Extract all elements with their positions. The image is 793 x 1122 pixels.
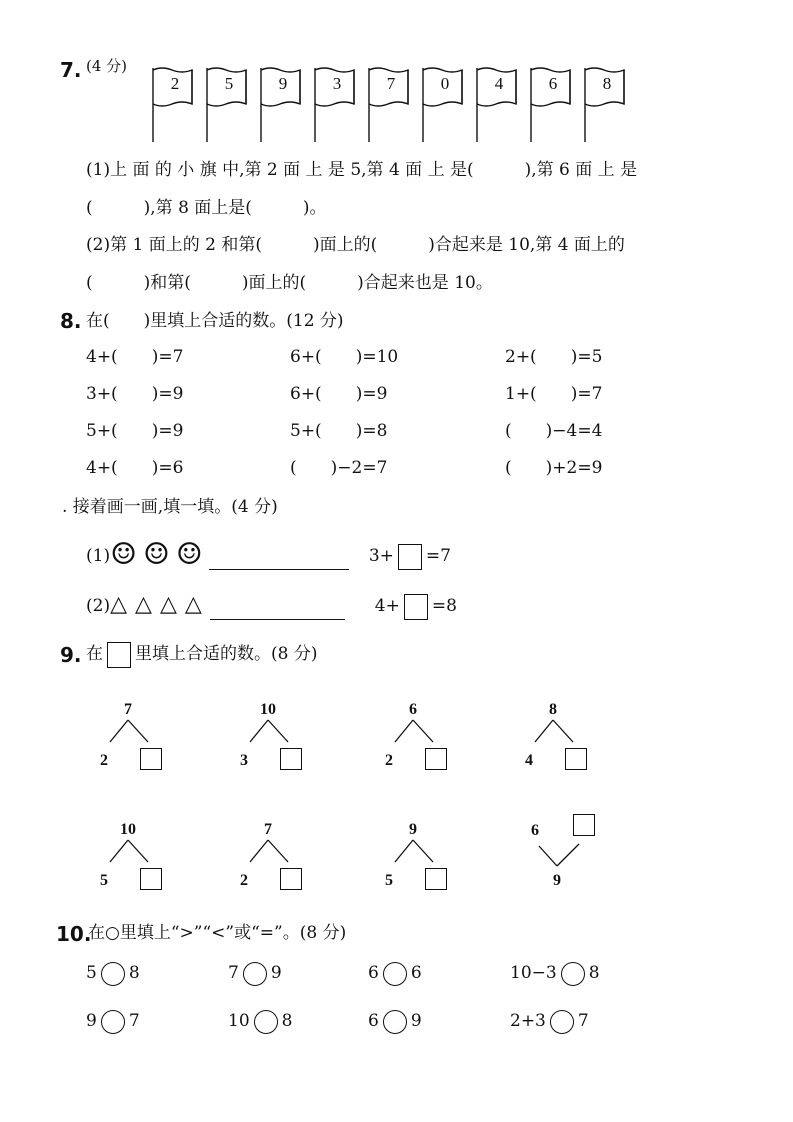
equation-item: 3+( )=9 xyxy=(86,384,184,404)
bond-part: 2 xyxy=(240,872,248,889)
answer-box[interactable] xyxy=(280,748,302,770)
bond-part: 3 xyxy=(240,752,248,769)
flag xyxy=(420,66,466,142)
equation xyxy=(375,596,457,616)
equation-item: 6+( )=9 xyxy=(290,384,388,404)
compare-left: 2+3 xyxy=(510,1011,546,1031)
bond-part: 5 xyxy=(385,872,393,889)
flag xyxy=(150,66,196,142)
flag-number: 4 xyxy=(494,74,504,93)
flag xyxy=(528,66,574,142)
bond-part: 4 xyxy=(525,752,533,769)
flag xyxy=(582,66,628,142)
flag-number: 2 xyxy=(170,74,180,93)
answer-box[interactable] xyxy=(140,868,162,890)
question-7-text-line: (2)第 1 面上的 2 和第( )面上的( )合起来是 10,第 4 面上的 xyxy=(86,235,625,255)
flag-number: 0 xyxy=(440,74,450,93)
compare-left: 10−3 xyxy=(510,963,557,983)
equation-item: ( )+2=9 xyxy=(505,458,603,478)
question-10-number: 10. xyxy=(56,922,92,946)
compare-circle[interactable] xyxy=(561,962,585,986)
compare-circle[interactable] xyxy=(101,1010,125,1034)
compare-left: 7 xyxy=(228,963,239,983)
compare-circle[interactable] xyxy=(254,1010,278,1034)
answer-box[interactable] xyxy=(565,748,587,770)
title-text: 里填上合适的数。(8 分) xyxy=(135,644,318,664)
drawing-blank-line[interactable] xyxy=(209,551,349,570)
number-bond xyxy=(385,700,465,780)
question-10-title: 在○里填上“>”“<”或“=”。(8 分) xyxy=(88,923,347,943)
compare-right: 7 xyxy=(128,1011,140,1031)
flag xyxy=(204,66,250,142)
bond-total: 6 xyxy=(409,701,417,718)
answer-box[interactable] xyxy=(573,814,595,836)
equation-item: ( )−2=7 xyxy=(290,458,388,478)
compare-item xyxy=(510,1008,589,1034)
smiley-icon: ☺ xyxy=(175,537,203,572)
equation-left: 4+ xyxy=(374,596,400,616)
question-7-text-line: ( )和第( )面上的( )合起来也是 10。 xyxy=(86,273,493,293)
compare-circle[interactable] xyxy=(550,1010,574,1034)
equation xyxy=(369,546,451,566)
equation-item: 4+( )=6 xyxy=(86,458,184,478)
flag-number: 9 xyxy=(278,74,288,93)
question-7-text-line: ( ),第 8 面上是( )。 xyxy=(86,198,327,218)
smiley-icon: ☺ xyxy=(110,537,137,572)
equation-item: 5+( )=9 xyxy=(86,421,184,441)
triangle-icon: △ xyxy=(184,592,202,617)
draw-fill-row xyxy=(86,591,457,619)
flag-number: 5 xyxy=(224,74,234,93)
bond-part: 2 xyxy=(100,752,108,769)
flag xyxy=(258,66,304,142)
answer-box[interactable] xyxy=(280,868,302,890)
drawing-blank-line[interactable] xyxy=(210,601,345,620)
question-7-text-line: (1)上 面 的 小 旗 中,第 2 面 上 是 5,第 4 面 上 是( ),第 6 面 上 是 xyxy=(86,160,638,180)
bond-total: 7 xyxy=(124,701,132,718)
compare-item xyxy=(228,1008,292,1034)
compare-left: 5 xyxy=(86,963,97,983)
number-bond xyxy=(100,820,180,900)
flag-number: 7 xyxy=(386,74,396,93)
bond-total: 8 xyxy=(549,701,557,718)
triangle-icon: △ xyxy=(159,592,177,617)
bond-total: 7 xyxy=(264,821,272,838)
compare-right: 8 xyxy=(281,1011,293,1031)
triangle-icon: △ xyxy=(135,592,152,617)
number-bond xyxy=(100,700,180,780)
equation-item: 2+( )=5 xyxy=(505,347,603,367)
equation-item: 1+( )=7 xyxy=(505,384,603,404)
box-icon xyxy=(107,642,131,668)
draw-fill-row xyxy=(86,537,451,572)
flag-number: 8 xyxy=(602,74,612,93)
bond-total: 9 xyxy=(553,872,561,889)
question-7-number: 7. xyxy=(60,58,82,82)
draw-fill-title: . 接着画一画,填一填。(4 分) xyxy=(62,497,278,517)
answer-box[interactable] xyxy=(398,544,422,570)
equation-item: ( )−4=4 xyxy=(505,421,603,441)
flag xyxy=(474,66,520,142)
compare-circle[interactable] xyxy=(383,962,407,986)
equation-right: =8 xyxy=(431,596,457,616)
compare-right: 7 xyxy=(577,1011,589,1031)
compare-left: 9 xyxy=(86,1011,97,1031)
bond-total: 9 xyxy=(409,821,417,838)
number-bond xyxy=(240,820,320,900)
bond-part: 6 xyxy=(531,822,539,839)
equation-item: 5+( )=8 xyxy=(290,421,388,441)
compare-left: 6 xyxy=(368,963,379,983)
compare-circle[interactable] xyxy=(101,962,125,986)
compare-circle[interactable] xyxy=(383,1010,407,1034)
question-8-number: 8. xyxy=(60,309,82,333)
compare-right: 8 xyxy=(128,963,140,983)
compare-circle[interactable] xyxy=(243,962,267,986)
equation-item: 6+( )=10 xyxy=(290,347,399,367)
bond-total: 10 xyxy=(260,701,276,718)
compare-right: 9 xyxy=(410,1011,422,1031)
compare-right: 6 xyxy=(410,963,422,983)
compare-item xyxy=(510,960,600,986)
question-8-title: 在( )里填上合适的数。(12 分) xyxy=(86,311,344,331)
compare-item xyxy=(86,1008,140,1034)
item-label: (2) xyxy=(86,596,111,616)
answer-box[interactable] xyxy=(425,868,447,890)
triangle-icon: △ xyxy=(110,592,128,617)
equation-left: 3+ xyxy=(368,546,394,566)
number-bond xyxy=(385,820,465,900)
question-7-points: (4 分) xyxy=(86,57,128,75)
answer-box[interactable] xyxy=(404,594,428,620)
compare-item xyxy=(228,960,282,986)
equation-right: =7 xyxy=(425,546,451,566)
compare-left: 10 xyxy=(228,1011,250,1031)
title-text: 在 xyxy=(86,644,103,664)
answer-box[interactable] xyxy=(140,748,162,770)
compare-right: 9 xyxy=(270,963,282,983)
compare-left: 6 xyxy=(368,1011,379,1031)
compare-item xyxy=(368,960,422,986)
equation-item: 4+( )=7 xyxy=(86,347,184,367)
item-label: (1) xyxy=(86,546,111,566)
bond-total: 10 xyxy=(120,821,136,838)
bond-part: 2 xyxy=(385,752,393,769)
bond-part: 5 xyxy=(100,872,108,889)
question-9-number: 9. xyxy=(60,643,82,667)
flag-number: 6 xyxy=(548,74,558,93)
smiley-icon: ☺ xyxy=(143,537,170,572)
number-bond xyxy=(240,700,320,780)
question-9-title xyxy=(86,640,317,668)
compare-right: 8 xyxy=(588,963,600,983)
number-bond xyxy=(525,820,605,900)
flag xyxy=(312,66,358,142)
flag xyxy=(366,66,412,142)
answer-box[interactable] xyxy=(425,748,447,770)
compare-item xyxy=(368,1008,422,1034)
number-bond xyxy=(525,700,605,780)
compare-item xyxy=(86,960,140,986)
flag-number: 3 xyxy=(332,74,342,93)
